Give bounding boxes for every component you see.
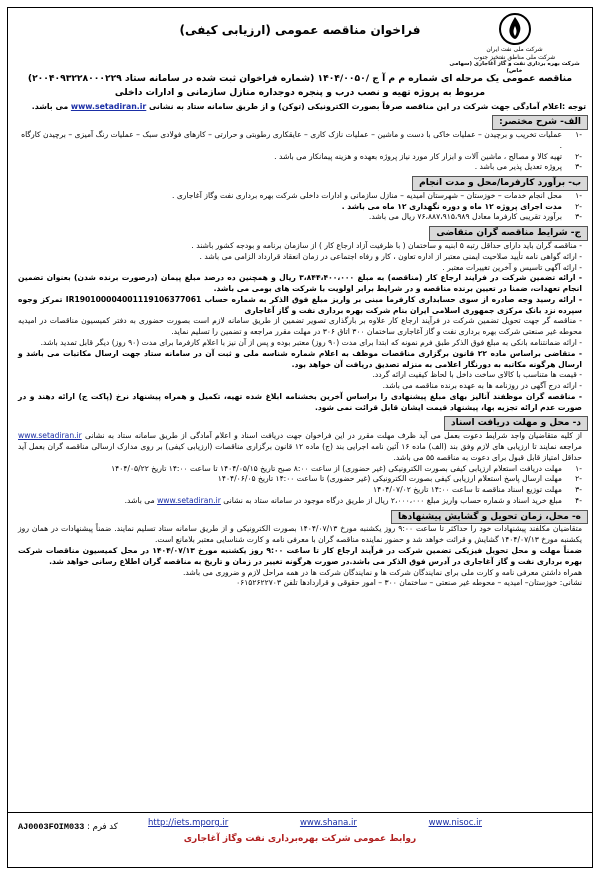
paragraph: ضمناً مهلت و محل تحویل فیزیکی تضمین شرکت در فرآیند ارجاع کار تا ساعت ۹:۰۰ روز یکشنبه مورخ ۱۴۰۴/۰۷/۱۳ در محل کمیسیون مناقصات شرکت بهره برداری نفت و گاز آغاجاری در آدرس فوق الذکر می باشد.در صورت هرگونه تغییر در زمان و تاریخ به مناقصه گران اطلاع رسانی خواهد شد. — [18, 546, 582, 566]
form-code-value: AJ0003FOIM033 — [18, 822, 85, 832]
logo-line-3: شرکت بهره برداری نفت و گاز آغاجاری (سهامی خاص) — [449, 61, 580, 74]
section-d-intro-rest: مراجعه نمایند تا ارزیابی های لازم وفق بند (الف) ماده ۱۶ آئین نامه اجرایی بند (ج) ماده ۱۲ قانون برگزاری مناقصات (ارزیابی کیفی) بر روی مدارک ارسالی مناقصه گران بعمل آید حداقل امتیاز قابل قبول برای دعوت به مناقصه ۵۵ می باشد. — [18, 442, 582, 462]
item-text: مهلت ارسال پاسخ استعلام ارزیابی کیفی بصورت الکترونیکی (غیر حضوری) تا ساعت ۱۴:۰۰ تاریخ ۱۴۰۴/۰۶/۰۵ — [217, 474, 562, 484]
list-item — [8, 496, 592, 507]
section-e-list — [8, 524, 592, 589]
public-relations-signature: روابط عمومی شرکت بهره‌برداری نفت وگاز آغاجاری — [183, 834, 417, 844]
list-item — [8, 474, 592, 485]
paragraph: - مناقصه گران موظفند آنالیز بهای مبلغ پیشنهادی را براساس آخرین بخشنامه ابلاغ شده تهیه، تکمیل و همراه پیشنهاد نرخ (پاکت ج) ارائه دهند و در صورت عدم ارائه تجزیه بها، پیشنهاد قیمت ایشان قابل قرائت نمی شود. — [18, 391, 582, 412]
item-text-pre: مبلغ خرید اسناد و شماره حساب واریز مبلغ ۲،۰۰۰،۰۰۰ ریال از طریق درگاه موجود در سامانه ستاد به نشانی — [223, 495, 562, 505]
paragraph: - ارائه گواهی نامه تأیید صلاحیت ایمنی معتبر از اداره تعاون ، کار و رفاه اجتماعی در زمان انعقاد قرارداد الزامی می باشد . — [199, 251, 582, 261]
list-item — [8, 162, 592, 173]
footer-link-shana[interactable]: www.shana.ir — [299, 818, 357, 828]
item-number: -۳ — [575, 485, 582, 495]
paragraph: - ارائه ضمانتنامه بانکی به مبلغ فوق الذکر طبق فرم نمونه که ابتدا برای مدت (۹۰ روز) معتبر بوده و پس از آن نیز با اعلام کارفرما برای مدت (۹۰ روز) دیگر قابل تمدید باشد. — [40, 337, 582, 347]
form-code — [18, 821, 118, 833]
paragraph: نشانی: خوزستان– امیدیه – محوطه غیر صنعتی – ساختمان ۳۰۰ – امور حقوقی و قراردادها تلفن ۰۶۱۵۲۶۲۲۷۰۳ — [236, 578, 582, 588]
section-e-title: ه- محل، زمان تحویل و گشایش پیشنهادها — [391, 510, 588, 525]
tender-notice — [7, 7, 593, 868]
item-text: برآورد تقریبی کارفرما معادل ۷۶،۸۸۷،۹۱۵،۹۸۹ ریال می باشد. — [368, 212, 562, 222]
item-number: -۱ — [575, 129, 582, 139]
page-title: فراخوان مناقصه عمومی (ارزیابی کیفی) — [179, 23, 421, 37]
setadiran-link[interactable]: www.setadiran.ir — [18, 431, 82, 441]
item-text — [18, 496, 562, 507]
list-item — [8, 485, 592, 496]
item-text: تهیه کالا و مصالح ، ماشین آلات و ابزار کار مورد نیاز پروژه بعهده و هزینه پیمانکار می باشد . — [274, 151, 562, 161]
item-text-post: می باشد. — [124, 495, 155, 505]
section-a-list — [8, 130, 592, 173]
section-d-intro — [8, 431, 592, 463]
list-item — [8, 191, 592, 202]
item-number: -۱ — [575, 463, 582, 473]
item-number: -۳ — [575, 162, 582, 172]
item-number: -۲ — [575, 151, 582, 161]
footer-link-iets[interactable]: http://iets.mporg.ir — [148, 818, 229, 828]
attention-suffix: می باشد. — [31, 102, 69, 112]
list-item — [8, 464, 592, 475]
list-item — [8, 202, 592, 213]
attention-text: توجه :اعلام آمادگی جهت شرکت در این مناقصه صرفاً بصورت الکترونیکی (توکن) و از طریق سامانه ستاد به نشانی — [149, 102, 586, 112]
item-text: مدت اجرای پروژه ۱۲ ماه و دوره نگهداری ۱۲ ماه می باشد . — [341, 201, 562, 211]
form-code-label: کد فرم : — [87, 822, 118, 832]
item-text: عملیات تخریب و برچیدن – عملیات خاکی با دست و ماشین – عملیات نازک کاری – عایقکاری رطوبتی و حرارتی – کارهای فولادی سبک – عملیات رنگ آمیزی – برچیدن کارگاه . — [21, 129, 562, 150]
section-b-title: ب- برآورد کارفرما/محل و مدت انجام — [412, 176, 588, 191]
item-number: -۴ — [575, 495, 582, 505]
paragraph: - مناقصه گر جهت تحویل تضمین شرکت در فرآیند ارجاع کار علاوه بر بارگذاری تصویر تضمین از طریق سامانه لازم است بصورت حضوری به دفتر کمیسیون مناقصات در امیدیه محوطه غیر صنعتی شرکت بهره برداری نفت و گاز آغاجاری ساختمان ۳۰۰ اتاق ۳۰۶ در مهلت مقرر مراجعه و تضمین را تسلیم نماید. — [18, 316, 582, 337]
paragraph: متقاضیان مکلفند پیشنهادات خود را حداکثر تا ساعت ۹:۰۰ روز یکشنبه مورخ ۱۴۰۴/۰۷/۱۳ بصورت الکترونیکی و از طریق سامانه ستاد تسلیم نمایند. ضمناً پیشنهادات در همان روز یکشنبه مورخ ۱۴۰۴/۰۷/۱۳ گشایش و قرائت خواهد شد و حضور نماینده مناقصه گران با معرفی نامه و کارت شناسایی معتبر بلامانع است. — [18, 524, 583, 545]
paragraph: - ارائه تضمین شرکت در فرایند ارجاع کار (مناقصه) به مبلغ ۳،۸۴۴،۴۰۰،۰۰۰ ریال و همچنین ده درصد مبلغ پیمان (درصورت برنده شدن) بعنوان تضمین انجام تعهدات، ضمنا در تعیین برنده مناقصه و در شرایط برابر اولویت با شرکت های بومی می باشد. — [18, 273, 582, 294]
footer-link-nisoc[interactable]: www.nisoc.ir — [428, 818, 482, 828]
item-number: -۱ — [575, 190, 582, 200]
section-d-title: د- محل و مهلت دریافت اسناد — [444, 416, 588, 431]
tender-number-line: مناقصه عمومی یک مرحله ای شماره م م آ ج /۱۴۰۴/۰۰۵۰ (شماره فراخوان ثبت شده در سامانه ستاد ۲۰۰۴۰۹۳۲۲۸۰۰۰۲۲۹) — [27, 73, 573, 84]
section-d-list — [8, 464, 592, 507]
section-c-title: ج- شرایط مناقصه گران متقاضی — [429, 226, 588, 241]
item-text: مهلت دریافت استعلام ارزیابی کیفی بصورت الکترونیکی (غیر حضوری) از ساعت ۸:۰۰ صبح تاریخ ۱۴۰۴/۰۵/۱۵ تا ساعت ۱۴:۰۰ تاریخ ۱۴۰۴/۰۵/۲۲ — [111, 463, 562, 473]
item-number: -۲ — [575, 201, 582, 211]
list-item — [8, 130, 592, 152]
paragraph: - متقاضی براساس ماده ۲۲ قانون برگزاری مناقصات موظف به اعلام شماره شناسه ملی و ثبت آن در سامانه ستاد جهت ارسال مکاتبات می باشد و ارسال هرگونه مکاتبه به دورنگار اعلامی به منزله تصدیق دریافت آن خواهد بود. — [18, 348, 582, 369]
item-number: -۳ — [575, 212, 582, 222]
paragraph: - قیمت ها متناسب با کالای ساخت داخل با لحاظ کیفیت ارائه گردد. — [372, 370, 582, 380]
footer-links — [148, 817, 482, 829]
paragraph: - ارائه آگهی تاسیس و آخرین تغییرات معتبر . — [442, 262, 582, 272]
list-item — [8, 212, 592, 223]
paragraph: - ارائه درج آگهی در روزنامه ها به عهده برنده مناقصه می باشد. — [382, 381, 582, 391]
footer — [8, 812, 592, 867]
setadiran-link[interactable]: www.setadiran.ir — [70, 102, 147, 112]
paragraph: همراه داشتن معرفی نامه و کارت ملی برای نمایندگان شرکت ها و نمایندگان شرکت ها در همه مراحل لازم و ضروری می باشد. — [182, 567, 582, 577]
section-c-list — [8, 241, 592, 414]
list-item — [8, 152, 592, 163]
item-text: مهلت توزیع اسناد مناقصه تا ساعت ۱۴:۰۰ تاریخ ۱۴۰۴/۰۷/۰۲ — [373, 485, 562, 495]
header — [8, 8, 592, 72]
item-text: محل انجام خدمات – خوزستان – شهرستان امیدیه – منازل سازمانی و ادارات داخلی شرکت بهره برداری نفت وگاز آغاجاری . — [172, 190, 562, 200]
section-d-intro-text: از کلیه متقاضیان واجد شرایط دعوت بعمل می آید ظرف مهلت مقرر در این فراخوان جهت دریافت اسناد و اعلام آمادگی از طریق سامانه ستاد به نشانی — [84, 431, 582, 441]
item-text: پروژه تعدیل پذیر می باشد . — [474, 162, 562, 172]
logo-line-1: شرکت ملی نفت ایران — [486, 46, 543, 53]
paragraph: - مناقصه گران باید دارای حداقل رتبه ۵ ابنیه و ساختمان ( با ظرفیت آزاد ارجاع کار ) از سازمان برنامه و بودجه کشور باشند . — [191, 240, 582, 250]
attention-note — [8, 101, 592, 112]
logo-line-2: شرکت ملی مناطق نفتخیز جنوب — [473, 53, 556, 61]
setadiran-link[interactable]: www.setadiran.ir — [157, 495, 221, 505]
paragraph: - ارائه رسید وجه صادره از سوی حسابداری کارفرما مبنی بر واریز مبلغ فوق الذکر به شماره حساب IR190100004001119106377061 تمرکز وجوه سپرده نزد بانک مرکزی جمهوری اسلامی ایران بنام شرکت بهره برداری نفت و گاز آغاجاری — [18, 294, 582, 315]
section-a-title: الف- شرح مختصر: — [492, 115, 588, 130]
project-title: مربوط به پروژه تهیه و نصب درب و پنجره دوجداره منازل سازمانی و ادارات داخلی — [114, 87, 486, 99]
item-number: -۲ — [575, 474, 582, 484]
section-b-list — [8, 191, 592, 223]
